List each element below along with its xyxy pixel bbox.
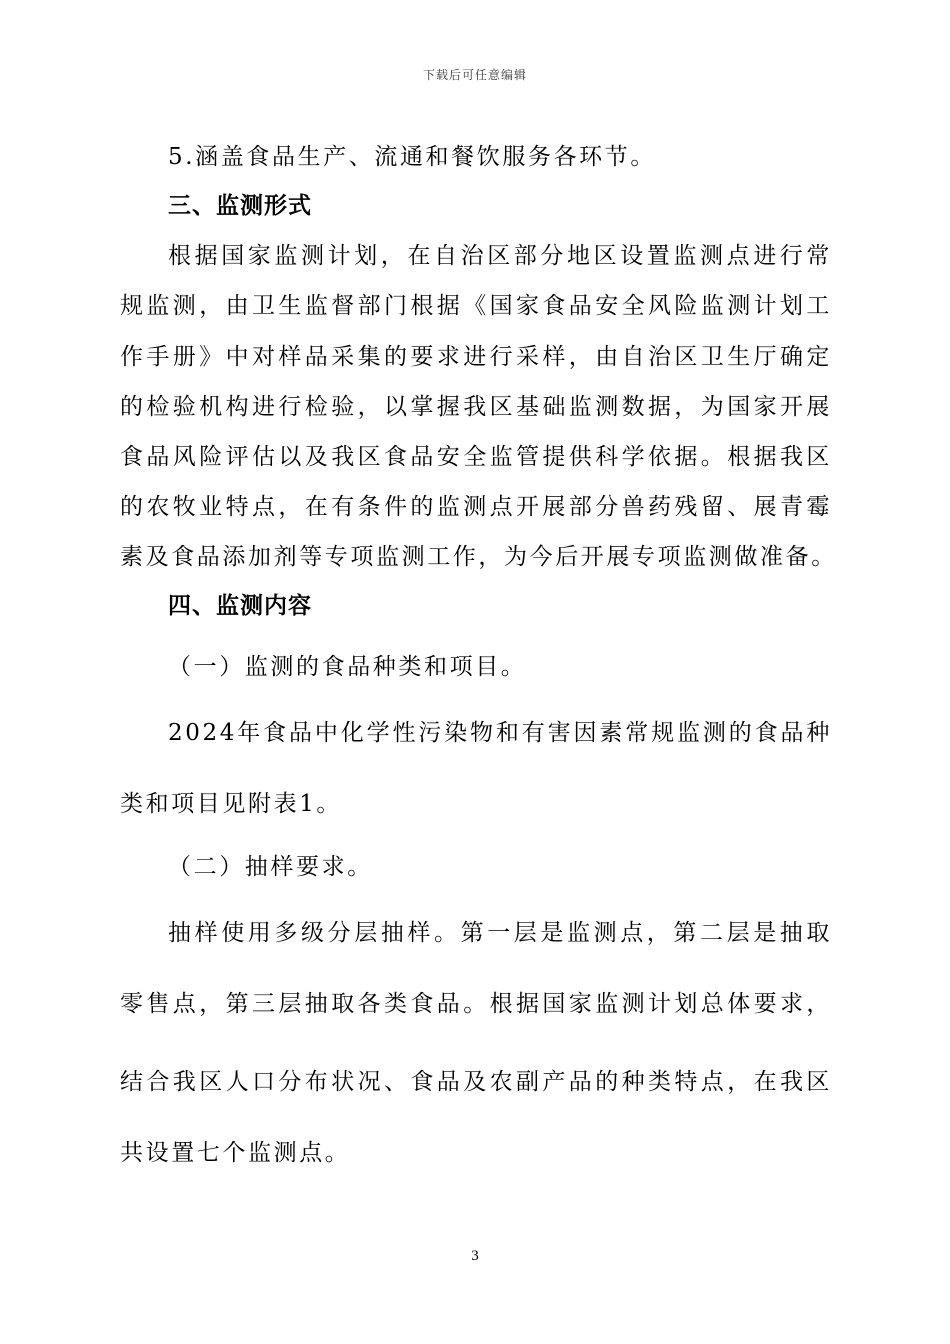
subsection-2-line: 结合我区人口分布状况、食品及农副产品的种类特点，在我区 <box>120 1069 832 1095</box>
section-3-line: 的检验机构进行检验，以掌握我区基础监测数据，为国家开展 <box>120 394 832 420</box>
section-3-line: 规监测，由卫生监督部门根据《国家食品安全风险监测计划工 <box>120 293 832 319</box>
section-3-line: 根据国家监测计划，在自治区部分地区设置监测点进行常 <box>168 243 832 269</box>
section-3-line: 作手册》中对样品采集的要求进行采样，由自治区卫生厅确定 <box>120 344 832 370</box>
section-3-line: 的农牧业特点，在有条件的监测点开展部分兽药残留、展青霉 <box>120 494 832 520</box>
subsection-1-title: （一）监测的食品种类和项目。 <box>168 654 527 680</box>
header-note: 下载后可任意编辑 <box>422 68 527 82</box>
item-5: 5.涵盖食品生产、流通和餐饮服务各环节。 <box>168 144 656 170</box>
section-3-line: 素及食品添加剂等专项监测工作，为今后开展专项监测做准备。 <box>120 544 837 570</box>
subsection-2-line: 抽样使用多级分层抽样。第一层是监测点，第二层是抽取 <box>168 920 832 946</box>
subsection-1-line: 2024年食品中化学性污染物和有害因素常规监测的食品种 <box>168 720 832 746</box>
subsection-1-line: 类和项目见附表1。 <box>120 791 343 817</box>
page-number: 3 <box>471 1248 479 1264</box>
subsection-2-line: 零售点，第三层抽取各类食品。根据国家监测计划总体要求， <box>120 991 832 1017</box>
section-3-line: 食品风险评估以及我区食品安全监管提供科学依据。根据我区 <box>120 444 832 470</box>
subsection-2-line: 共设置七个监测点。 <box>120 1140 351 1166</box>
section-3-heading: 三、监测形式 <box>168 192 312 219</box>
subsection-2-title: （二）抽样要求。 <box>168 854 373 880</box>
section-4-heading: 四、监测内容 <box>168 592 312 619</box>
